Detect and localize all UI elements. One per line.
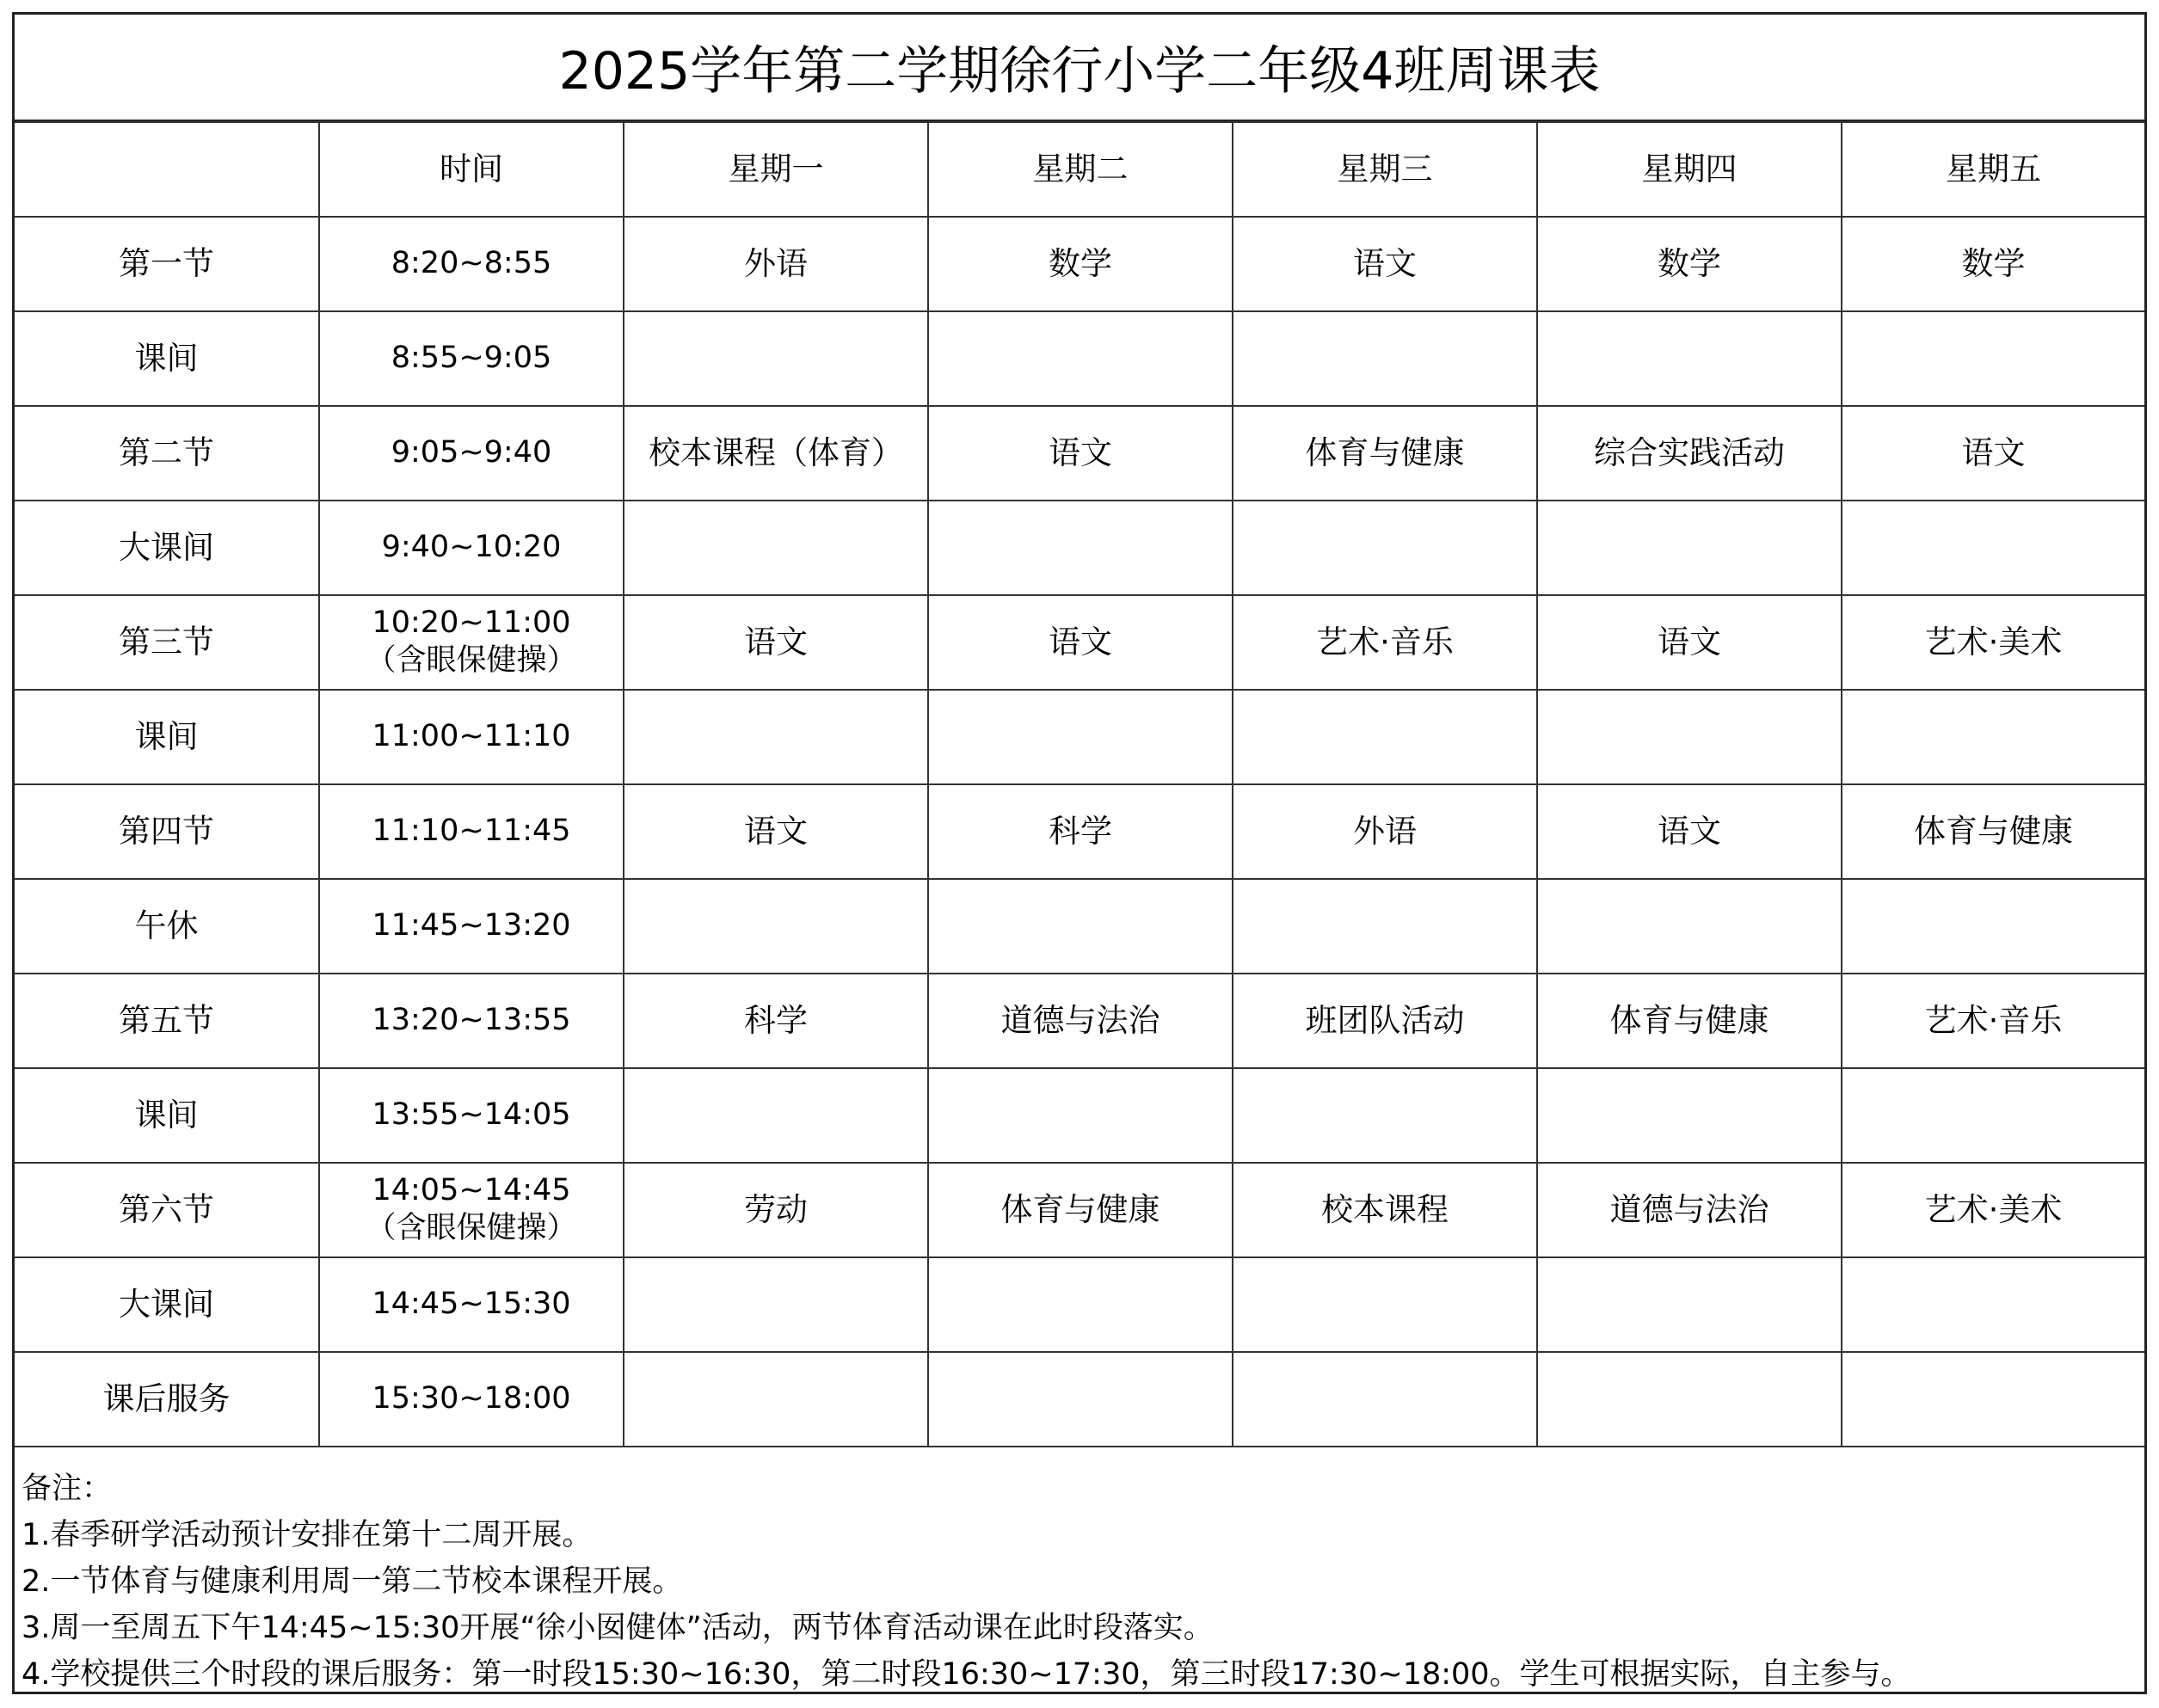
time-cell	[319, 784, 624, 879]
table-row	[15, 406, 2144, 501]
time-range: 15:30~18:00	[372, 1381, 571, 1416]
time-cell	[319, 1352, 624, 1447]
period-cell: 课间	[15, 1068, 319, 1163]
note-item: 3.周一至周五下午14:45~15:30开展“徐小囡健体”活动，两节体育活动课在此时段落实。	[22, 1611, 1214, 1645]
class-cell	[1842, 690, 2144, 784]
table-row	[15, 784, 2144, 879]
class-cell	[1537, 311, 1842, 406]
table-row	[15, 1163, 2144, 1257]
time-range: 8:20~8:55	[391, 246, 552, 281]
class-cell: 道德与法治	[1537, 1163, 1842, 1257]
table-row	[15, 1257, 2144, 1352]
class-cell	[1537, 501, 1842, 595]
class-cell: 语文	[1537, 595, 1842, 690]
schedule-document	[12, 12, 2147, 1694]
class-cell	[1233, 311, 1537, 406]
class-cell: 艺术·音乐	[1842, 974, 2144, 1068]
class-cell: 体育与健康	[928, 1163, 1233, 1257]
page-title: 2025学年第二学期徐行小学二年级4班周课表	[15, 15, 2144, 121]
time-range: 13:20~13:55	[372, 1003, 571, 1038]
time-range: 9:05~9:40	[391, 435, 552, 470]
class-cell	[1233, 879, 1537, 974]
time-cell	[319, 217, 624, 311]
time-range: 9:40~10:20	[381, 530, 562, 565]
header-cell-tuesday: 星期二	[928, 122, 1233, 217]
class-cell	[928, 1068, 1233, 1163]
class-cell	[1842, 1068, 2144, 1163]
note-item: 1.春季研学活动预计安排在第十二周开展。	[22, 1518, 593, 1552]
time-cell	[319, 501, 624, 595]
table-row	[15, 501, 2144, 595]
class-cell: 语文	[1233, 217, 1537, 311]
class-cell	[1233, 501, 1537, 595]
time-range: 10:20~11:00	[372, 605, 571, 641]
time-cell	[319, 1068, 624, 1163]
period-cell: 课后服务	[15, 1352, 319, 1447]
class-cell	[1537, 879, 1842, 974]
time-range: 11:00~11:10	[372, 719, 571, 754]
class-cell: 语文	[1537, 784, 1842, 879]
class-cell	[928, 501, 1233, 595]
class-cell: 语文	[624, 784, 928, 879]
class-cell	[1842, 1352, 2144, 1447]
class-cell: 科学	[928, 784, 1233, 879]
time-range: 14:45~15:30	[372, 1287, 571, 1322]
table-row	[15, 217, 2144, 311]
class-cell	[1537, 1352, 1842, 1447]
class-cell: 外语	[1233, 784, 1537, 879]
class-cell	[1537, 1068, 1842, 1163]
time-range: 13:55~14:05	[372, 1097, 571, 1133]
class-cell	[928, 311, 1233, 406]
class-cell	[928, 1257, 1233, 1352]
timetable	[15, 121, 2144, 1447]
class-cell: 道德与法治	[928, 974, 1233, 1068]
time-note: （含眼保健操）	[366, 1211, 577, 1245]
time-note: （含眼保健操）	[366, 643, 577, 678]
class-cell	[928, 879, 1233, 974]
class-cell	[624, 879, 928, 974]
period-cell: 课间	[15, 690, 319, 784]
table-row	[15, 879, 2144, 974]
header-cell-time: 时间	[319, 122, 624, 217]
table-row	[15, 595, 2144, 690]
table-row	[15, 1352, 2144, 1447]
period-cell: 第一节	[15, 217, 319, 311]
header-cell-wednesday: 星期三	[1233, 122, 1537, 217]
time-range: 14:05~14:45	[372, 1173, 571, 1208]
time-cell	[319, 974, 624, 1068]
class-cell: 校本课程	[1233, 1163, 1537, 1257]
period-cell: 第三节	[15, 595, 319, 690]
time-cell	[319, 1163, 624, 1257]
time-cell	[319, 879, 624, 974]
class-cell: 科学	[624, 974, 928, 1068]
table-row	[15, 1068, 2144, 1163]
class-cell: 艺术·音乐	[1233, 595, 1537, 690]
class-cell	[624, 311, 928, 406]
period-cell: 大课间	[15, 1257, 319, 1352]
class-cell	[1233, 1352, 1537, 1447]
time-cell	[319, 311, 624, 406]
time-cell	[319, 406, 624, 501]
class-cell: 艺术·美术	[1842, 595, 2144, 690]
time-range: 11:10~11:45	[372, 814, 571, 849]
class-cell: 体育与健康	[1842, 784, 2144, 879]
class-cell	[1842, 1257, 2144, 1352]
note-item: 4.学校提供三个时段的课后服务：第一时段15:30~16:30，第二时段16:30~17:30，第三时段17:30~18:00。学生可根据实际，自主参与。	[22, 1657, 1911, 1692]
period-cell: 第二节	[15, 406, 319, 501]
class-cell: 语文	[928, 406, 1233, 501]
class-cell	[1537, 690, 1842, 784]
period-cell: 第五节	[15, 974, 319, 1068]
table-row	[15, 311, 2144, 406]
class-cell: 综合实践活动	[1537, 406, 1842, 501]
class-cell	[624, 1352, 928, 1447]
class-cell	[928, 1352, 1233, 1447]
period-cell: 午休	[15, 879, 319, 974]
header-cell-corner	[15, 122, 319, 217]
time-range: 8:55~9:05	[391, 341, 552, 376]
class-cell: 体育与健康	[1537, 974, 1842, 1068]
class-cell: 语文	[624, 595, 928, 690]
class-cell	[1842, 879, 2144, 974]
class-cell	[928, 690, 1233, 784]
time-cell	[319, 690, 624, 784]
class-cell: 数学	[928, 217, 1233, 311]
class-cell	[624, 1257, 928, 1352]
table-row	[15, 974, 2144, 1068]
notes-section	[15, 1460, 2144, 1703]
table-row	[15, 690, 2144, 784]
period-cell: 第四节	[15, 784, 319, 879]
class-cell: 艺术·美术	[1842, 1163, 2144, 1257]
class-cell: 外语	[624, 217, 928, 311]
header-cell-thursday: 星期四	[1537, 122, 1842, 217]
time-cell	[319, 1257, 624, 1352]
class-cell	[624, 1068, 928, 1163]
period-cell: 课间	[15, 311, 319, 406]
class-cell: 班团队活动	[1233, 974, 1537, 1068]
period-cell: 大课间	[15, 501, 319, 595]
class-cell	[1842, 501, 2144, 595]
class-cell	[1233, 1068, 1537, 1163]
header-row	[15, 122, 2144, 217]
class-cell	[1233, 1257, 1537, 1352]
note-item: 2.一节体育与健康利用周一第二节校本课程开展。	[22, 1564, 683, 1599]
class-cell: 语文	[928, 595, 1233, 690]
header-cell-friday: 星期五	[1842, 122, 2144, 217]
class-cell: 劳动	[624, 1163, 928, 1257]
class-cell	[1537, 1257, 1842, 1352]
timetable-body	[15, 217, 2144, 1447]
class-cell: 数学	[1537, 217, 1842, 311]
class-cell	[1842, 311, 2144, 406]
header-cell-monday: 星期一	[624, 122, 928, 217]
period-cell: 第六节	[15, 1163, 319, 1257]
class-cell: 体育与健康	[1233, 406, 1537, 501]
notes-heading: 备注：	[22, 1471, 113, 1506]
class-cell: 校本课程（体育）	[624, 406, 928, 501]
class-cell: 数学	[1842, 217, 2144, 311]
time-range: 11:45~13:20	[372, 908, 571, 943]
class-cell	[624, 690, 928, 784]
class-cell	[1233, 690, 1537, 784]
class-cell	[624, 501, 928, 595]
time-cell	[319, 595, 624, 690]
class-cell: 语文	[1842, 406, 2144, 501]
